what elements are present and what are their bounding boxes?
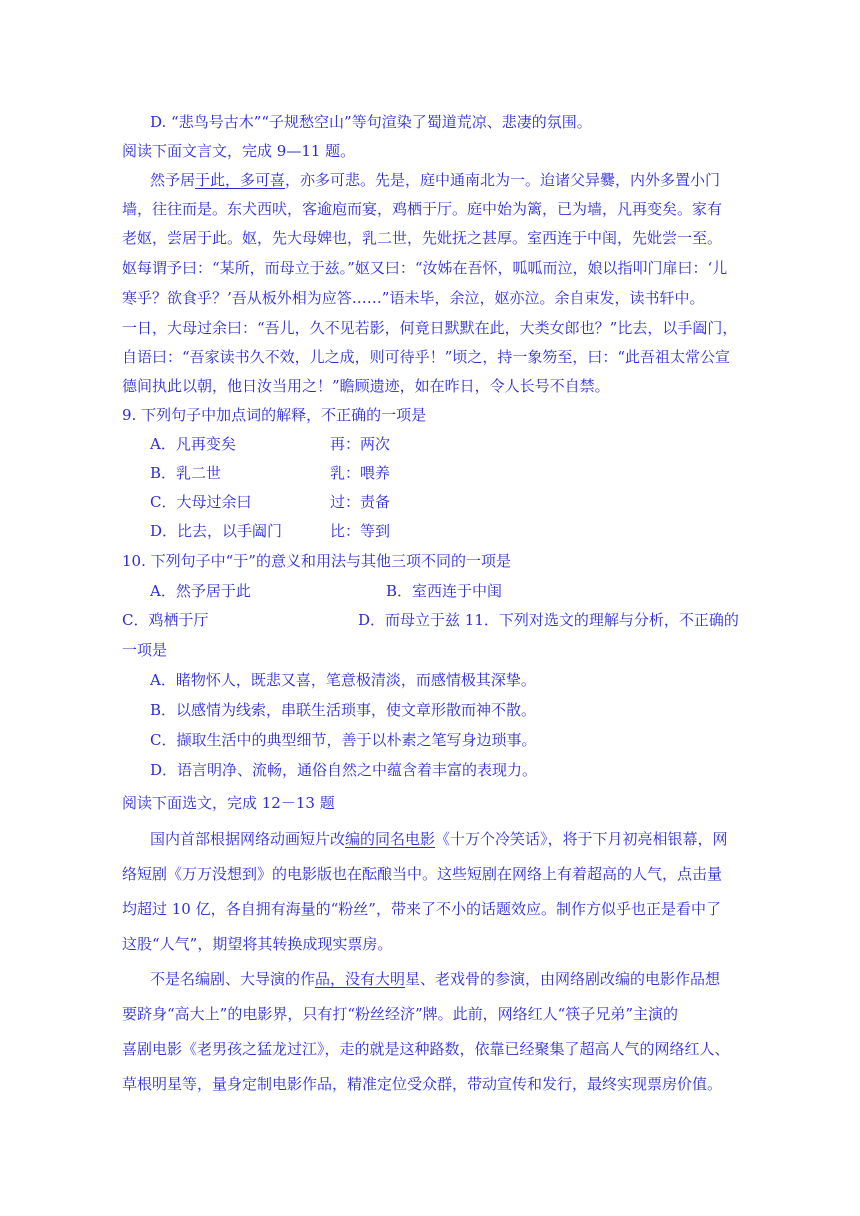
q9-gloss-d: 比：等到 [330, 522, 391, 540]
q11-option-d: D．语言明净、流畅，通俗自然之中蕴含着丰富的表现力。 [150, 761, 538, 779]
q9-gloss-a: 再：两次 [330, 435, 391, 453]
passage1-line3: 老妪，尝居于此。妪，先大母婢也，乳二世，先妣抚之甚厚。室西连于中闺，先妣尝一至。 [122, 229, 723, 247]
q11-option-b: B．以感情为线索，串联生活琐事，使文章形散而神不散。 [150, 701, 537, 719]
q10-option-b: B．室西连于中闺 [386, 582, 503, 600]
q9-option-a: A．凡再变矣 [150, 435, 236, 453]
passage1-line8: 德间执此以朝，他日汝当用之！”瞻顾遗迹，如在昨日，令人长号不自禁。 [122, 377, 610, 395]
passage2-p1-line3: 均超过 10 亿，各自拥有海量的“粉丝”，带来了不小的话题效应。制作方似乎也正是看中了 [122, 900, 721, 918]
passage1-line6: 一日，大母过余曰：“吾儿，久不见若影，何竟日默默在此，大类女郎也？”比去，以手阖门， [122, 319, 738, 337]
q10-option-a: A．然予居于此 [150, 582, 251, 600]
passage2-p2-line4: 草根明星等，量身定制电影作品，精准定位受众群，带动宣传和发行，最终实现票房价值。 [122, 1075, 723, 1093]
q10-option-c: C．鸡栖于厅 [122, 611, 209, 629]
passage2-p2-line2: 要跻身“高大上”的电影界，只有打“粉丝经济”牌。此前，网络红人“筷子兄弟”主演的 [122, 1005, 679, 1023]
q9-stem: 9. 下列句子中加点词的解释，不正确的一项是 [122, 406, 427, 424]
q11-option-a: A．睹物怀人，既悲又喜，笔意极清淡，而感情极其深挚。 [150, 671, 536, 689]
passage1-line2: 墙，往往而是。东犬西吠，客逾庖而宴，鸡栖于厅。庭中始为篱，已为墙，凡再变矣。家有 [122, 200, 723, 218]
passage2-p1-line4: 这股“人气”，期望将其转换成现实票房。 [122, 935, 393, 953]
section1-intro: 阅读下面文言文，完成 9—11 题。 [122, 142, 356, 160]
q11-stem-cont: 一项是 [122, 641, 168, 659]
q10-stem: 10. 下列句子中“于”的意义和用法与其他三项不同的一项是 [122, 552, 511, 570]
passage2-p2-line1: 不是名编剧、大导演的作品，没有大明星、老戏骨的参演，由网络剧改编的电影作品想 [150, 970, 721, 988]
passage1-line7: 自语曰：“吾家读书久不效，儿之成，则可待乎！”顷之，持一象笏至，曰：“此吾祖太常公宣 [122, 348, 731, 366]
q9-option-c: C．大母过余曰 [150, 493, 252, 511]
q9-option-b: B．乳二世 [150, 464, 222, 482]
passage2-p1-line2: 络短剧《万万没想到》的电影版也在酝酿当中。这些短剧在网络上有着超高的人气，点击量 [122, 865, 723, 883]
q8-option-d: D. “悲鸟号古木”“子规愁空山”等句渲染了蜀道荒凉、悲凄的氛围。 [150, 113, 592, 131]
q10-option-d: D．而母立于兹 11．下列对选文的理解与分析，不正确的 [358, 611, 739, 629]
passage2-p2-line3: 喜剧电影《老男孩之猛龙过江》，走的就是这种路数，依靠已经聚集了超高人气的网络红人、 [122, 1040, 730, 1058]
section2-intro: 阅读下面选文，完成 12－13 题 [122, 794, 335, 812]
q11-option-c: C．撷取生活中的典型细节，善于以朴素之笔写身边琐事。 [150, 731, 537, 749]
passage1-line5: 寒乎？欲食乎？’吾从板外相为应答……”语未毕，余泣，妪亦泣。余自束发，读书轩中。 [122, 289, 705, 307]
passage2-p1-line1: 国内首部根据网络动画短片改编的同名电影《十万个冷笑话》，将于下月初亮相银幕，网 [150, 830, 728, 848]
q9-gloss-b: 乳：喂养 [330, 464, 391, 482]
q9-option-d: D．比去，以手阖门 [150, 522, 283, 540]
q9-gloss-c: 过：责备 [330, 493, 391, 511]
passage1-line4: 妪每谓予曰：“某所，而母立于兹。”妪又曰：“汝姊在吾怀，呱呱而泣，娘以指叩门扉曰：‘儿 [122, 259, 728, 277]
passage1-line1: 然予居于此，多可喜，亦多可悲。先是，庭中通南北为一。迨诸父异爨，内外多置小门 [150, 171, 721, 189]
